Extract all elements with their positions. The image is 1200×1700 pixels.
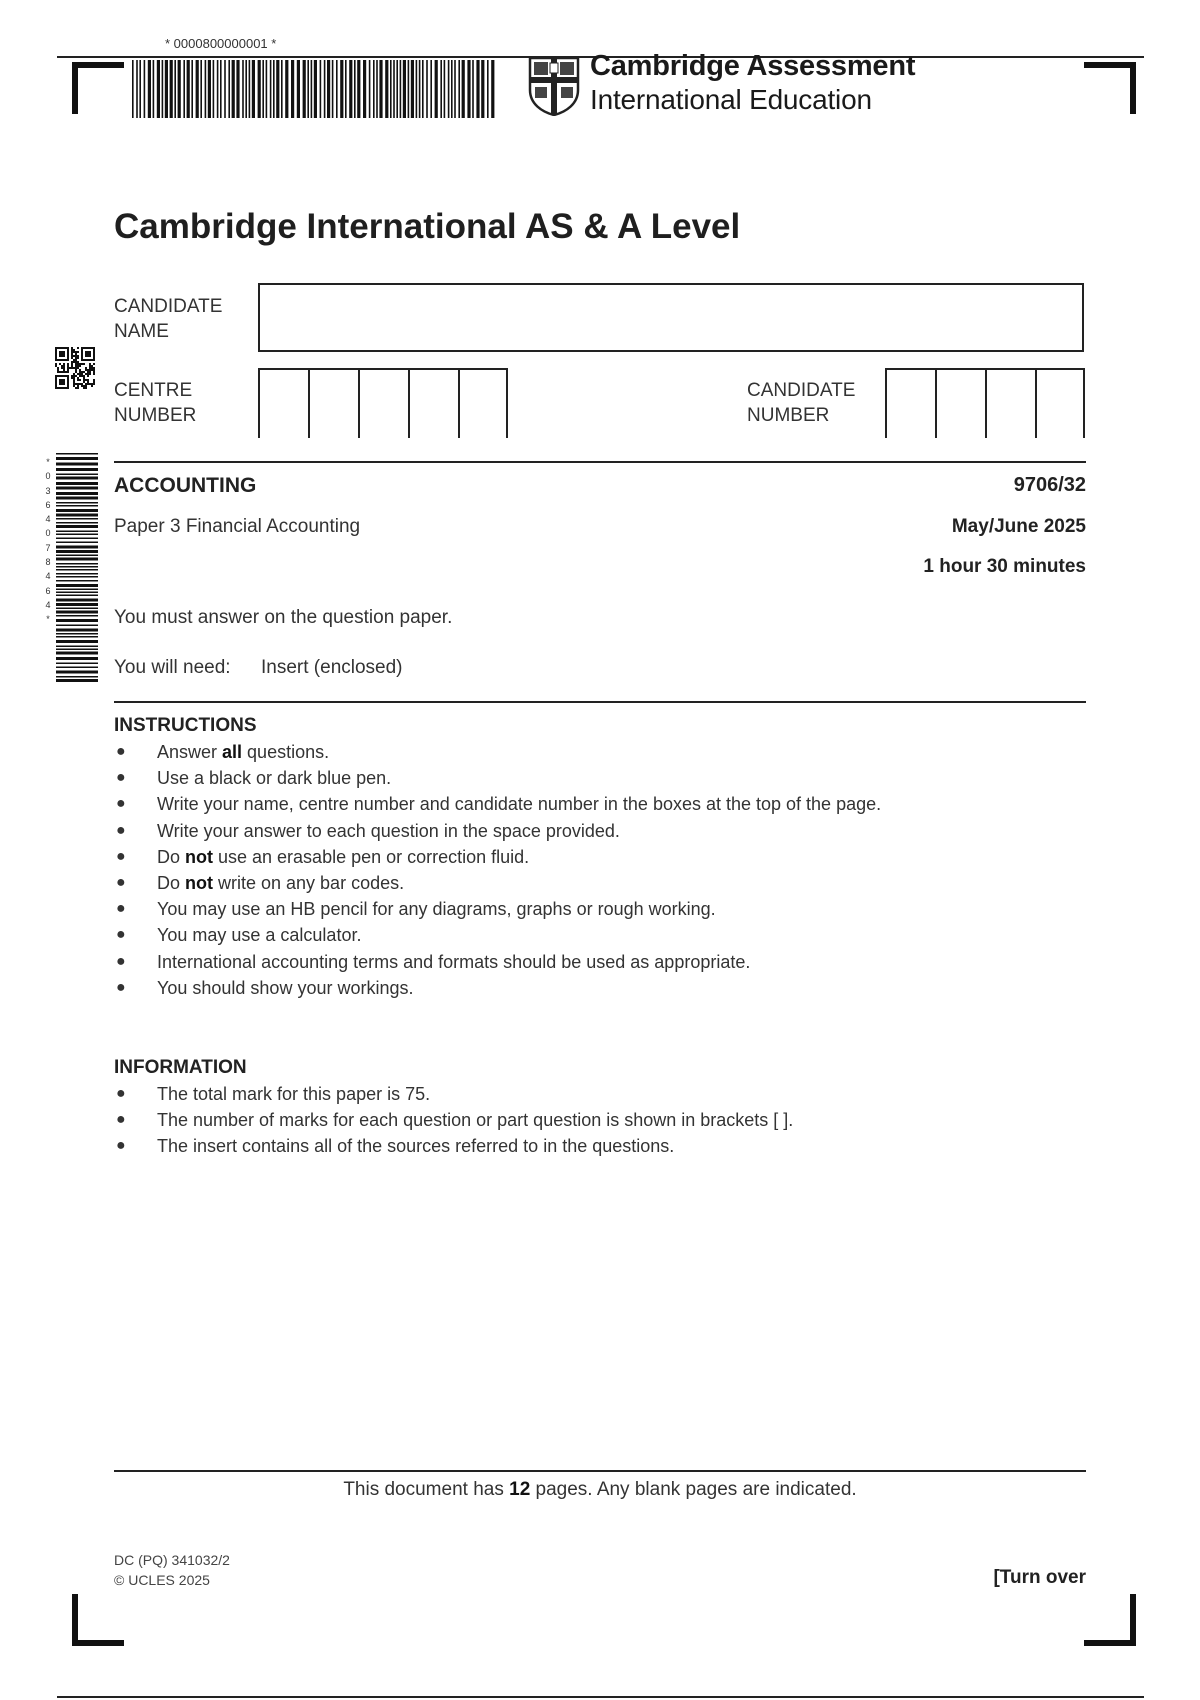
you-will-need-value: Insert (enclosed)	[261, 657, 403, 678]
instructions-heading: INSTRUCTIONS	[114, 715, 257, 736]
bullet-icon: ●	[116, 1111, 126, 1129]
barcode-digit: 4	[45, 514, 51, 525]
bullet-icon: ●	[116, 795, 126, 813]
bullet-icon: ●	[116, 1085, 126, 1102]
barcode-number: * 0000800000001 *	[165, 36, 277, 51]
candidate-name-label: CANDIDATE NAME	[114, 296, 223, 342]
candidate-number-digit-box[interactable]	[935, 368, 985, 438]
crop-mark-top-right	[1084, 62, 1136, 114]
barcode-digit: *	[46, 614, 50, 625]
instructions-item: ● Write your name, centre number and candidate number in the boxes at the top of the page.	[114, 791, 881, 817]
centre-number-field[interactable]	[258, 368, 508, 438]
instructions-item: ● Use a black or dark blue pen.	[114, 765, 881, 791]
page-title: Cambridge International AS & A Level	[114, 207, 741, 246]
bullet-icon: ●	[116, 952, 126, 970]
answer-instruction: You must answer on the question paper.	[114, 607, 453, 628]
candidate-number-field[interactable]	[885, 368, 1085, 438]
centre-number-digit-box[interactable]	[258, 368, 308, 438]
centre-number-digit-box[interactable]	[458, 368, 508, 438]
divider	[114, 1470, 1086, 1472]
bullet-icon: ●	[116, 1137, 126, 1155]
logo-title: Cambridge Assessment	[590, 50, 916, 82]
instructions-item: ● Write your answer to each question in the space provided.	[114, 818, 881, 844]
crop-mark-bottom-right	[1084, 1594, 1136, 1646]
subject-title: ACCOUNTING	[114, 474, 257, 497]
instructions-item: ● Answer all questions.	[114, 739, 881, 765]
information-item: ● The total mark for this paper is 75.	[114, 1081, 793, 1107]
instructions-item: ● Do not write on any bar codes.	[114, 870, 881, 896]
paper-title: Paper 3 Financial Accounting	[114, 516, 361, 537]
candidate-number-digit-box[interactable]	[985, 368, 1035, 438]
crop-mark-bottom-left	[72, 1594, 124, 1646]
bullet-icon: ●	[116, 847, 126, 865]
information-list	[114, 1081, 793, 1160]
information-heading: INFORMATION	[114, 1057, 247, 1078]
bullet-icon: ●	[116, 900, 126, 918]
qr-code-icon	[55, 347, 95, 389]
barcode-digit: 4	[45, 571, 51, 582]
barcode-digit: 8	[45, 557, 51, 568]
barcode-side-icon	[56, 453, 98, 683]
instructions-item: ● International accounting terms and formats should be used as appropriate.	[114, 949, 881, 975]
information-item: ● The insert contains all of the sources referred to in the questions.	[114, 1133, 793, 1159]
turn-over-note: [Turn over	[993, 1567, 1086, 1588]
logo-subtitle: International Education	[590, 84, 872, 115]
bullet-icon: ●	[116, 769, 126, 787]
barcode-digit: *	[46, 457, 50, 467]
information-item: ● The number of marks for each question or part question is shown in brackets [ ].	[114, 1107, 793, 1133]
instructions-item: ● Do not use an erasable pen or correction fluid.	[114, 844, 881, 870]
candidate-number-label: CANDIDATE NUMBER	[747, 380, 856, 426]
barcode-digit: 7	[45, 542, 51, 553]
divider	[114, 461, 1086, 463]
candidate-number-digit-box[interactable]	[1035, 368, 1085, 438]
bullet-icon: ●	[116, 926, 126, 944]
barcode-digit: 6	[45, 585, 51, 596]
candidate-name-field[interactable]	[258, 283, 1084, 352]
instructions-item: ● You may use a calculator.	[114, 922, 881, 948]
instructions-list	[114, 739, 881, 1001]
bullet-icon: ●	[116, 743, 126, 760]
bullet-icon: ●	[116, 821, 126, 839]
barcode-digit: 0	[45, 528, 51, 539]
syllabus-code: 9706/32	[1013, 474, 1086, 496]
bullet-icon: ●	[116, 873, 126, 891]
pages-note: This document has 12 pages. Any blank pages are indicated.	[343, 1479, 857, 1500]
centre-number-digit-box[interactable]	[408, 368, 458, 438]
side-barcode-digits	[42, 455, 54, 627]
crop-mark-top-left	[72, 62, 124, 114]
you-will-need-label: You will need:	[114, 657, 231, 678]
barcode-digit: 0	[45, 471, 51, 482]
exam-session: May/June 2025	[951, 516, 1086, 537]
barcode-digit: 6	[45, 499, 51, 510]
barcode-top-icon	[132, 60, 496, 118]
centre-number-digit-box[interactable]	[358, 368, 408, 438]
centre-number-digit-box[interactable]	[308, 368, 358, 438]
barcode-digit: 3	[45, 485, 51, 496]
instructions-item: ● You should show your workings.	[114, 975, 881, 1001]
divider	[114, 701, 1086, 703]
instructions-item: ● You may use an HB pencil for any diagrams, graphs or rough working.	[114, 896, 881, 922]
centre-number-label: CENTRE NUMBER	[114, 380, 197, 426]
cambridge-shield-icon	[528, 56, 580, 116]
barcode-digit: 4	[45, 599, 51, 610]
bottom-rule	[57, 1696, 1144, 1698]
exam-duration: 1 hour 30 minutes	[923, 556, 1086, 577]
candidate-number-digit-box[interactable]	[885, 368, 935, 438]
document-reference: DC (PQ) 341032/2 © UCLES 2025	[114, 1552, 230, 1588]
bullet-icon: ●	[116, 978, 126, 996]
